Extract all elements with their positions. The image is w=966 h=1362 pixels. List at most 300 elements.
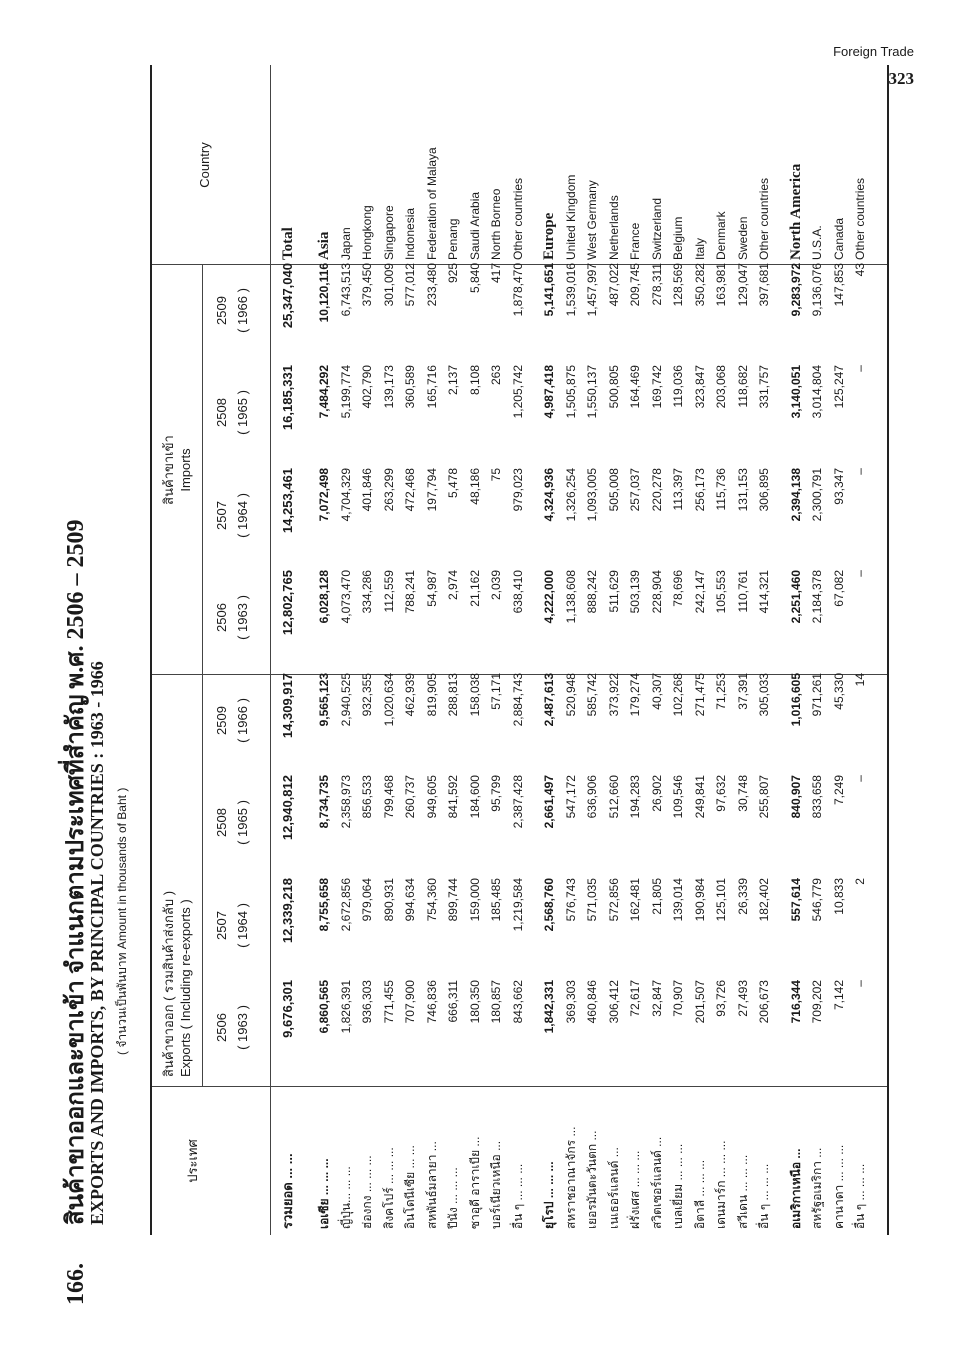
data-table xyxy=(150,65,889,1235)
row-label-thai: ซาอุดี อาราเบีย ... xyxy=(467,1136,482,1229)
row-label-thai: เนเธอร์แลนด์ ... xyxy=(606,1147,621,1229)
year-header xyxy=(214,463,250,568)
export-value: 666,311 xyxy=(446,980,460,1023)
import-value: 43 xyxy=(853,263,867,277)
import-value: 112,559 xyxy=(381,570,396,613)
row-label-eng: U.S.A. xyxy=(810,225,824,260)
import-value: 220,278 xyxy=(649,468,664,512)
import-value: 7,484,292 xyxy=(317,365,331,419)
table-row xyxy=(508,65,528,1235)
export-value: 102,268 xyxy=(671,673,685,717)
import-value: 1,093,005 xyxy=(585,468,599,522)
import-value: 1,138,608 xyxy=(563,570,578,624)
export-value: 40,307 xyxy=(649,673,664,710)
import-value: 505,008 xyxy=(606,468,621,512)
export-value: 288,813 xyxy=(446,673,460,717)
export-value: 255,807 xyxy=(757,775,771,819)
import-value: 5,141,651 xyxy=(542,263,556,317)
export-value: 2,568,760 xyxy=(542,878,556,932)
export-value: 97,632 xyxy=(714,775,728,812)
import-value: 1,539,016 xyxy=(563,263,578,317)
row-label-eng: North Borneo xyxy=(489,188,503,260)
import-value: 118,682 xyxy=(735,365,750,408)
row-label-eng: Total xyxy=(280,227,296,260)
row-label-thai: อินโดนีเซีย ... ... xyxy=(403,1145,417,1229)
import-value: 67,082 xyxy=(831,570,846,607)
row-label-thai: ปีนัง ... ... ... xyxy=(446,1167,460,1229)
export-value: 206,673 xyxy=(757,980,771,1024)
import-value: 139,173 xyxy=(381,365,396,409)
row-label-thai: อื่น ๆ ... ... ... xyxy=(853,1163,867,1229)
table-row xyxy=(357,65,377,1235)
import-value: 3,014,804 xyxy=(810,365,824,419)
year-header xyxy=(214,873,250,978)
export-value: – xyxy=(853,775,867,782)
row-label-thai: ยุโรป ... ... ... xyxy=(542,1161,556,1229)
export-value: 369,303 xyxy=(563,980,578,1024)
import-value: 414,321 xyxy=(757,570,771,614)
table-row xyxy=(539,65,559,1235)
row-label-eng: Japan xyxy=(338,227,353,260)
table-row xyxy=(278,65,298,1235)
import-value: 125,247 xyxy=(831,365,846,409)
export-value: 182,402 xyxy=(757,878,771,922)
row-label-eng: Other countries xyxy=(757,177,771,260)
export-value: 159,000 xyxy=(467,878,482,922)
import-value: 6,028,128 xyxy=(317,570,331,624)
row-label-thai: สิงคโปร์ ... ... ... xyxy=(381,1147,396,1229)
export-value: 979,064 xyxy=(360,878,374,922)
section-label: Foreign Trade xyxy=(833,44,914,59)
title-thai: สินค้าขาออกและขาเข้า จำแนกตามประเทศที่สำคัญ พ.ศ. 2506 – 2509 xyxy=(63,519,89,1225)
import-value: 6,743,513 xyxy=(338,263,353,317)
import-value: 263 xyxy=(489,365,503,386)
row-label-thai: รวมยอด ... ... xyxy=(280,1153,295,1229)
export-value: 460,846 xyxy=(585,980,599,1024)
table-row xyxy=(733,65,753,1235)
import-value: 1,878,470 xyxy=(510,263,525,317)
export-value: 462,939 xyxy=(403,673,417,717)
export-value: 936,303 xyxy=(360,980,374,1024)
export-value: 184,600 xyxy=(467,775,482,819)
import-value: 113,397 xyxy=(671,468,685,511)
export-value: – xyxy=(853,980,867,987)
export-value: 2,661,497 xyxy=(542,775,556,829)
import-value: 5,199,774 xyxy=(338,365,353,419)
row-label-eng: Sweden xyxy=(735,216,750,260)
country-eng-header: Country xyxy=(197,142,212,188)
import-value: – xyxy=(853,570,867,577)
import-value: 4,324,936 xyxy=(542,468,556,522)
import-value: 350,282 xyxy=(692,263,707,307)
import-value: 263,299 xyxy=(381,468,396,512)
year-ad: ( 1965 ) xyxy=(235,800,250,845)
row-label-thai: สวิตเซอร์แลนด์ ... xyxy=(649,1136,664,1229)
import-value: 1,505,875 xyxy=(563,365,578,419)
export-value: 841,592 xyxy=(446,775,460,819)
import-value: 78,696 xyxy=(671,570,685,607)
row-label-thai: ฝรั่งเศส ... ... ... xyxy=(628,1150,642,1229)
import-value: 2,251,460 xyxy=(788,570,803,624)
import-value: 12,802,765 xyxy=(280,570,295,636)
import-value: 306,895 xyxy=(757,468,771,512)
export-value: 2,884,743 xyxy=(510,673,525,727)
export-value: 10,833 xyxy=(831,878,846,915)
table-row xyxy=(625,65,645,1235)
export-value: 72,617 xyxy=(628,980,642,1017)
export-value: 994,634 xyxy=(403,878,417,922)
year-ad: ( 1963 ) xyxy=(235,1005,250,1050)
row-label-eng: Other countries xyxy=(510,177,525,260)
export-value: 547,172 xyxy=(563,775,578,819)
export-value: 771,455 xyxy=(381,980,396,1024)
import-value: 1,326,254 xyxy=(563,468,578,522)
table-row xyxy=(690,65,710,1235)
import-value: 163,981 xyxy=(714,263,728,307)
row-label-eng: Federation of Malaya xyxy=(424,147,439,260)
row-label-thai: สหรัฐอเมริกา ... xyxy=(810,1147,824,1229)
export-value: 576,743 xyxy=(563,878,578,922)
row-label-eng: Denmark xyxy=(714,211,728,260)
export-value: 571,035 xyxy=(585,878,599,922)
row-label-thai: คานาดา ... ... ... xyxy=(831,1144,846,1229)
export-value: 636,906 xyxy=(585,775,599,819)
title-block xyxy=(55,55,129,1305)
import-value: 169,742 xyxy=(649,365,664,409)
import-value: 2,974 xyxy=(446,570,460,601)
export-value: 180,350 xyxy=(467,980,482,1024)
export-value: 194,283 xyxy=(628,775,642,819)
table-row xyxy=(314,65,334,1235)
import-value: 788,241 xyxy=(403,570,417,614)
export-value: 833,658 xyxy=(810,775,824,819)
import-value: 331,757 xyxy=(757,365,771,409)
export-value: 932,355 xyxy=(360,673,374,717)
table-row xyxy=(604,65,624,1235)
import-value: 1,550,137 xyxy=(585,365,599,419)
row-label-thai: อเมริกาเหนือ ... xyxy=(788,1148,803,1229)
year-be: 2509 xyxy=(214,296,229,325)
import-value: 119,036 xyxy=(671,365,685,408)
import-value: – xyxy=(853,468,867,475)
import-value: 379,450 xyxy=(360,263,374,307)
export-value: 26,902 xyxy=(649,775,664,812)
year-header xyxy=(214,565,250,670)
import-value: 10,120,116 xyxy=(317,263,331,323)
header-bottom-rule xyxy=(270,65,271,1235)
export-value: 2,940,525 xyxy=(338,673,353,727)
import-value: 2,039 xyxy=(489,570,503,601)
export-value: 109,546 xyxy=(671,775,685,819)
title-english: EXPORTS AND IMPORTS, BY PRINCIPAL COUNTRIES : 1963 - 1966 xyxy=(87,661,107,1225)
row-label-eng: Penang xyxy=(446,218,460,260)
export-value: 37,391 xyxy=(735,673,750,710)
year-be: 2507 xyxy=(214,911,229,940)
import-value: 472,468 xyxy=(403,468,417,512)
row-label-thai: เดนมาร์ก ... ... ... xyxy=(714,1140,728,1229)
table-number: 166. xyxy=(63,1263,89,1305)
unit-note: ( จำนวนเป็นพันบาท Amount in thousands of Baht ) xyxy=(115,787,129,1055)
export-value: 26,339 xyxy=(735,878,750,915)
export-value: 2,387,428 xyxy=(510,775,525,829)
import-value: 164,469 xyxy=(628,365,642,409)
year-be: 2509 xyxy=(214,706,229,735)
row-label-thai: ฮ่องกง ... ... ... xyxy=(360,1155,374,1229)
import-value: 233,480 xyxy=(424,263,439,307)
import-value: 110,761 xyxy=(735,570,750,613)
import-value: 323,847 xyxy=(692,365,707,409)
export-value: 95,799 xyxy=(489,775,503,812)
export-value: 890,931 xyxy=(381,878,396,922)
row-label-eng: Europe xyxy=(541,212,557,260)
year-header xyxy=(214,975,250,1080)
year-header xyxy=(214,258,250,363)
import-value: – xyxy=(853,365,867,372)
import-value: 147,853 xyxy=(831,263,846,307)
table-row xyxy=(807,65,827,1235)
exports-thai-header: สินค้าขาออก ( รวมสินค้าส่งกลับ ) xyxy=(161,890,176,1077)
table-row xyxy=(443,65,463,1235)
row-label-eng: North America xyxy=(787,163,804,260)
table-row xyxy=(754,65,774,1235)
row-label-thai: ญี่ปุ่น... ... ... xyxy=(338,1166,353,1229)
row-label-thai: สหราชอาณาจักร ... xyxy=(563,1126,578,1229)
year-ad: ( 1966 ) xyxy=(235,698,250,743)
export-value: 7,249 xyxy=(831,775,846,806)
import-value: 4,987,418 xyxy=(542,365,556,419)
export-value: 1,219,584 xyxy=(510,878,525,932)
export-value: 572,856 xyxy=(606,878,621,922)
import-value: 278,311 xyxy=(649,263,664,306)
import-value: 511,629 xyxy=(606,570,621,613)
import-value: 4,073,470 xyxy=(338,570,353,624)
table-row xyxy=(711,65,731,1235)
year-be: 2506 xyxy=(214,1013,229,1042)
export-value: 1,842,331 xyxy=(542,980,556,1034)
import-value: 93,347 xyxy=(831,468,846,505)
export-value: 8,734,735 xyxy=(317,775,331,829)
import-value: 2,137 xyxy=(446,365,460,396)
table-row xyxy=(422,65,442,1235)
export-value: 2,358,973 xyxy=(338,775,353,829)
table-row xyxy=(400,65,420,1235)
export-value: 840,907 xyxy=(788,775,803,819)
export-value: 27,493 xyxy=(735,980,750,1017)
import-value: 360,589 xyxy=(403,365,417,409)
row-label-thai: อื่น ๆ ... ... ... xyxy=(510,1163,525,1229)
export-value: 819,905 xyxy=(424,673,439,717)
row-label-thai: บอร์เนียวเหนือ ... xyxy=(489,1140,503,1229)
row-label-eng: France xyxy=(628,222,642,260)
export-value: 8,755,658 xyxy=(317,878,331,932)
row-label-thai: สวีเดน ... ... ... xyxy=(735,1154,750,1229)
export-value: 71,253 xyxy=(714,673,728,710)
table-row xyxy=(786,65,806,1235)
import-value: 21,162 xyxy=(467,570,482,607)
export-value: 201,507 xyxy=(692,980,707,1024)
row-label-eng: Italy xyxy=(692,237,707,260)
export-value: 185,485 xyxy=(489,878,503,922)
year-ad: ( 1965 ) xyxy=(235,390,250,435)
export-value: 305,033 xyxy=(757,673,771,717)
year-be: 2506 xyxy=(214,603,229,632)
import-value: 1,205,742 xyxy=(510,365,525,419)
import-value: 128,569 xyxy=(671,263,685,307)
import-value: 54,987 xyxy=(424,570,439,607)
import-value: 577,012 xyxy=(403,263,417,307)
row-label-eng: United Kingdom xyxy=(563,174,578,260)
export-value: 9,676,301 xyxy=(280,980,295,1038)
imports-thai-header: สินค้าขาเข้า xyxy=(161,435,176,505)
export-value: 14 xyxy=(853,673,867,687)
row-label-thai: อื่น ๆ ... ... ... xyxy=(757,1163,771,1229)
export-value: 512,660 xyxy=(606,775,621,819)
import-value: 16,185,331 xyxy=(280,365,295,431)
export-value: 2,487,613 xyxy=(542,673,556,727)
import-value: 503,139 xyxy=(628,570,642,614)
row-label-thai: เอเซีย ... ... ... xyxy=(317,1158,331,1229)
import-value: 5,478 xyxy=(446,468,460,499)
row-label-thai: เยอรมันตะวันตก ... xyxy=(585,1130,599,1229)
import-value: 165,716 xyxy=(424,365,439,409)
export-value: 93,726 xyxy=(714,980,728,1017)
import-value: 979,023 xyxy=(510,468,525,512)
import-value: 2,184,378 xyxy=(810,570,824,624)
table-row xyxy=(561,65,581,1235)
import-value: 402,790 xyxy=(360,365,374,409)
table-row xyxy=(829,65,849,1235)
year-be: 2508 xyxy=(214,808,229,837)
import-value: 228,904 xyxy=(649,570,664,614)
table-row xyxy=(850,65,870,1235)
export-value: 709,202 xyxy=(810,980,824,1024)
year-ad: ( 1966 ) xyxy=(235,288,250,333)
import-value: 401,846 xyxy=(360,468,374,512)
import-value: 129,047 xyxy=(735,263,750,307)
export-value: 1,826,391 xyxy=(338,980,353,1034)
row-label-eng: Asia xyxy=(316,231,332,260)
export-value: 6,860,565 xyxy=(317,980,331,1034)
export-value: 12,940,812 xyxy=(280,775,295,841)
import-value: 131,153 xyxy=(735,468,750,512)
import-value: 500,805 xyxy=(606,365,621,409)
year-ad: ( 1963 ) xyxy=(235,595,250,640)
year-ad: ( 1964 ) xyxy=(235,903,250,948)
import-value: 203,068 xyxy=(714,365,728,409)
import-value: 75 xyxy=(489,468,503,482)
import-value: 105,553 xyxy=(714,570,728,614)
import-value: 638,410 xyxy=(510,570,525,614)
country-thai-header: ประเทศ xyxy=(185,1139,200,1183)
import-value: 397,681 xyxy=(757,263,771,307)
year-be: 2507 xyxy=(214,501,229,530)
export-value: 373,922 xyxy=(606,673,621,717)
import-value: 256,173 xyxy=(692,468,707,512)
import-value: 9,283,972 xyxy=(788,263,803,317)
export-value: 9,565,123 xyxy=(317,673,331,727)
export-value: 546,779 xyxy=(810,878,824,922)
import-value: 5,840 xyxy=(467,263,482,294)
row-label-eng: Other countries xyxy=(853,177,867,260)
import-value: 115,736 xyxy=(714,468,728,511)
export-value: 557,614 xyxy=(788,878,803,922)
import-value: 1,457,997 xyxy=(585,263,599,317)
import-value: 257,037 xyxy=(628,468,642,512)
export-value: 162,481 xyxy=(628,878,642,922)
import-value: 14,253,461 xyxy=(280,468,295,534)
table-row xyxy=(486,65,506,1235)
export-value: 158,038 xyxy=(467,673,482,717)
import-value: 888,242 xyxy=(585,570,599,614)
import-value: 7,072,498 xyxy=(317,468,331,522)
row-label-eng: Indonesia xyxy=(403,207,417,260)
year-ad: ( 1964 ) xyxy=(235,493,250,538)
export-value: 179,274 xyxy=(628,673,642,717)
import-value: 487,022 xyxy=(606,263,621,307)
export-value: 754,360 xyxy=(424,878,439,922)
table-row xyxy=(336,65,356,1235)
page-number: 323 xyxy=(888,69,914,88)
year-header xyxy=(214,360,250,465)
export-value: 1,020,634 xyxy=(381,673,396,727)
row-label-eng: Netherlands xyxy=(606,195,621,260)
table-row xyxy=(647,65,667,1235)
export-value: 190,984 xyxy=(692,878,707,922)
import-value: 925 xyxy=(446,263,460,284)
export-value: 949,605 xyxy=(424,775,439,819)
export-value: 746,836 xyxy=(424,980,439,1024)
export-value: 260,737 xyxy=(403,775,417,819)
row-label-thai: สหพันธ์มลายา ... xyxy=(424,1141,439,1229)
export-value: 125,101 xyxy=(714,878,728,922)
export-value: 271,475 xyxy=(692,673,707,717)
export-value: 1,016,605 xyxy=(788,673,803,727)
export-value: 306,412 xyxy=(606,980,621,1024)
import-value: 4,704,329 xyxy=(338,468,353,522)
import-value: 301,009 xyxy=(381,263,396,307)
import-value: 2,300,791 xyxy=(810,468,824,522)
export-value: 32,847 xyxy=(649,980,664,1017)
export-value: 249,841 xyxy=(692,775,707,819)
export-value: 971,261 xyxy=(810,673,824,717)
row-label-eng: Canada xyxy=(831,217,846,260)
row-label-eng: West Germany xyxy=(585,180,599,260)
import-value: 242,147 xyxy=(692,570,707,614)
table-row xyxy=(379,65,399,1235)
import-value: 2,394,138 xyxy=(788,468,803,522)
import-value: 334,286 xyxy=(360,570,374,614)
header-rule xyxy=(202,265,203,1087)
imports-eng-header: Imports xyxy=(178,448,193,492)
table-row xyxy=(668,65,688,1235)
export-value: 856,533 xyxy=(360,775,374,819)
import-value: 9,136,076 xyxy=(810,263,824,317)
export-value: 707,900 xyxy=(403,980,417,1024)
export-value: 21,805 xyxy=(649,878,664,915)
import-value: 48,186 xyxy=(467,468,482,505)
year-header xyxy=(214,770,250,875)
export-value: 70,907 xyxy=(671,980,685,1017)
import-value: 209,745 xyxy=(628,263,642,307)
row-label-eng: Saudi Arabia xyxy=(467,191,482,260)
export-value: 843,662 xyxy=(510,980,525,1024)
export-value: 2 xyxy=(853,878,867,885)
export-value: 716,344 xyxy=(788,980,803,1024)
row-label-thai: อิตาลี ... ... ... xyxy=(692,1159,707,1229)
export-value: 520,948 xyxy=(563,673,578,717)
import-value: 25,347,040 xyxy=(280,263,295,329)
row-label-eng: Belgium xyxy=(671,216,685,260)
